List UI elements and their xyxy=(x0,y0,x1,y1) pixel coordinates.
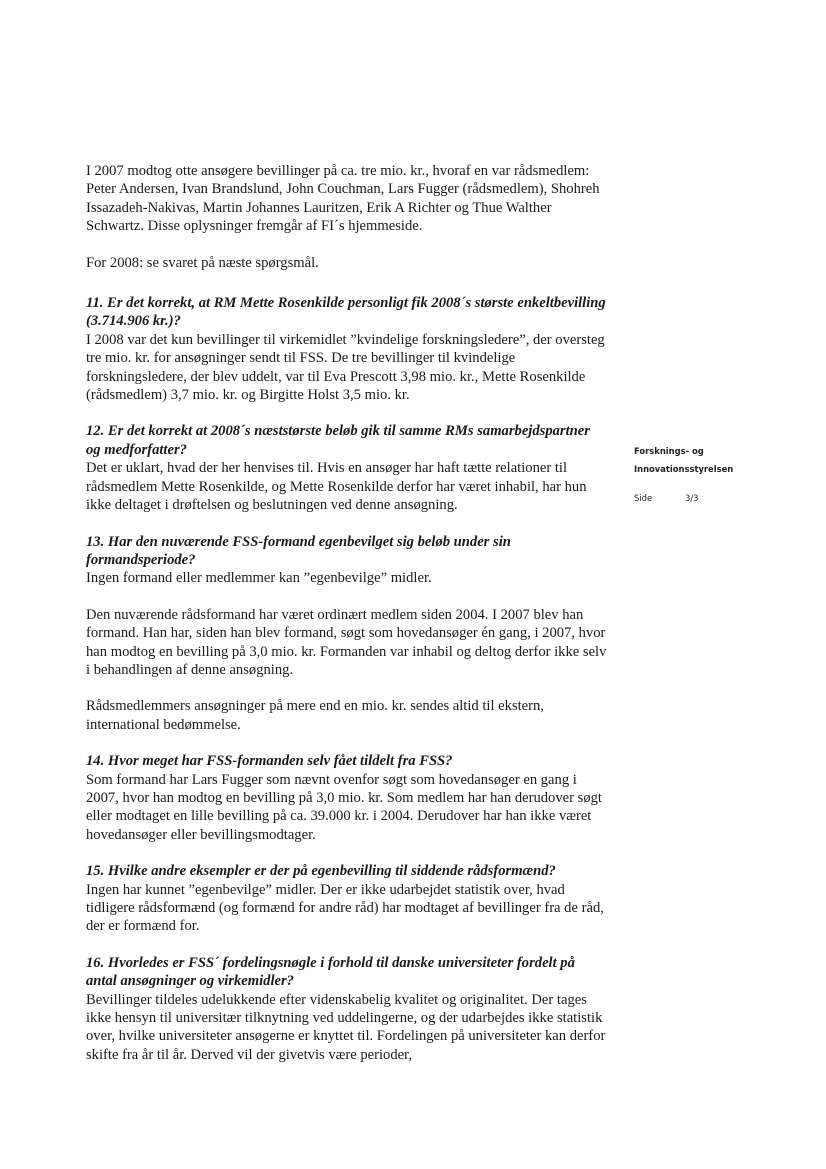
intro-paragraph-2: For 2008: se svaret på næste spørgsmål. xyxy=(86,254,319,271)
qa-section-12 xyxy=(86,422,608,514)
page-indicator xyxy=(634,489,784,507)
qa-section-11 xyxy=(86,294,608,404)
question-heading: 16. Hvorledes er FSS´ fordelingsnøgle i forhold til danske universiteter fordelt på antal ansøgninger og virkemidler? xyxy=(86,954,575,990)
answer-paragraph: Rådsmedlemmers ansøgninger på mere end en mio. kr. sendes altid til ekstern, international bedømmelse. xyxy=(86,698,544,733)
question-heading: 14. Hvor meget har FSS-formanden selv fået tildelt fra FSS? xyxy=(86,753,453,770)
org-name-line-2: Innovationsstyrelsen xyxy=(634,464,734,474)
org-name-line-1: Forsknings- og xyxy=(634,446,704,456)
document-body xyxy=(86,162,608,1064)
sidebar-info xyxy=(634,442,784,507)
answer-paragraph: I 2008 var det kun bevillinger til virkemidlet ”kvindelige forskningsledere”, der oversteg tre mio. kr. for ansøgninger sendt til FSS. De tre bevillinger til kvindelige forskningsledere, der blev uddelt, var til Eva Prescott 3,98 mio. kr., Mette Rosenkilde (rådsmedlem) 3,7 mio. kr. og Birgitte Holst 3,5 mio. kr. xyxy=(86,331,605,404)
qa-section-15 xyxy=(86,862,608,936)
answer-paragraph: Som formand har Lars Fugger som nævnt ovenfor søgt som hovedansøger en gang i 2007, hvor han modtog en bevilling på 3,0 mio. kr. Som medlem har han derudover søgt eller modtaget en lille bevilling på ca. 39.000 kr. i 2004. Derudover har han ikke været hovedansøger eller bevillingsmodtager. xyxy=(86,771,602,843)
page-label: Side xyxy=(634,493,653,503)
question-heading: 12. Er det korrekt at 2008´s næststørste beløb gik til samme RMs samarbejdspartner og medforfatter? xyxy=(86,423,590,458)
qa-section-16 xyxy=(86,954,608,1064)
answer-paragraph: Ingen har kunnet ”egenbevilge” midler. Der er ikke udarbejdet statistik over, hvad tidligere rådsformænd (og formænd for andre råd) har modtaget af bevillinger fra de råd, der er formænd for. xyxy=(86,881,604,935)
question-heading: 15. Hvilke andre eksempler er der på egenbevilling til siddende rådsformænd? xyxy=(86,863,556,880)
question-heading: 11. Er det korrekt, at RM Mette Rosenkilde personligt fik 2008´s største enkeltbevilling (3.714.906 kr.)? xyxy=(86,295,606,330)
page-number: 3/3 xyxy=(685,493,699,503)
scan-mark: · xyxy=(74,18,76,24)
answer-paragraph: Den nuværende rådsformand har været ordinært medlem siden 2004. I 2007 blev han formand. Han har, siden han blev formand, søgt som hovedansøger én gang, i 2007, hvor han modtog en bevilling på 3,0 mio. kr. Formanden var inhabil og deltog derfor ikke selv i behandlingen af denne ansøgning. xyxy=(86,606,607,678)
question-heading: 13. Har den nuværende FSS-formand egenbevilget sig beløb under sin formandsperiode? xyxy=(86,533,511,568)
answer-paragraph: Det er uklart, hvad der her henvises til. Hvis en ansøger har haft tætte relationer til rådsmedlem Mette Rosenkilde, og Mette Rosenkilde derfor har været inhabil, har hun ikke deltaget i drøftelsen og beslutningen ved denne ansøgning. xyxy=(86,460,587,514)
intro-paragraph-1: I 2007 modtog otte ansøgere bevillinger på ca. tre mio. kr., hvoraf en var rådsmedlem: Peter Andersen, Ivan Brandslund, John Couchman, Lars Fugger (rådsmedlem), Shohreh Issazadeh-Nakivas, Martin Johannes Lauritzen, Erik A Richter og Thue Walther Schwartz. Disse oplysninger fremgår af FI´s hjemmeside. xyxy=(86,163,600,235)
answer-paragraph: Ingen formand eller medlemmer kan ”egenbevilge” midler. xyxy=(86,570,432,587)
qa-section-13 xyxy=(86,533,608,735)
answer-paragraph: Bevillinger tildeles udelukkende efter videnskabelig kvalitet og originalitet. Der tages ikke hensyn til universitær tilknytning ved uddelingerne, og der udarbejdes ikke statistik over, hvilke universiteter ansøgerne er knyttet til. Fordelingen på universiteter kan derfor skifte fra år til år. Derved vil der givetvis være perioder, xyxy=(86,991,606,1063)
qa-section-14 xyxy=(86,752,608,844)
